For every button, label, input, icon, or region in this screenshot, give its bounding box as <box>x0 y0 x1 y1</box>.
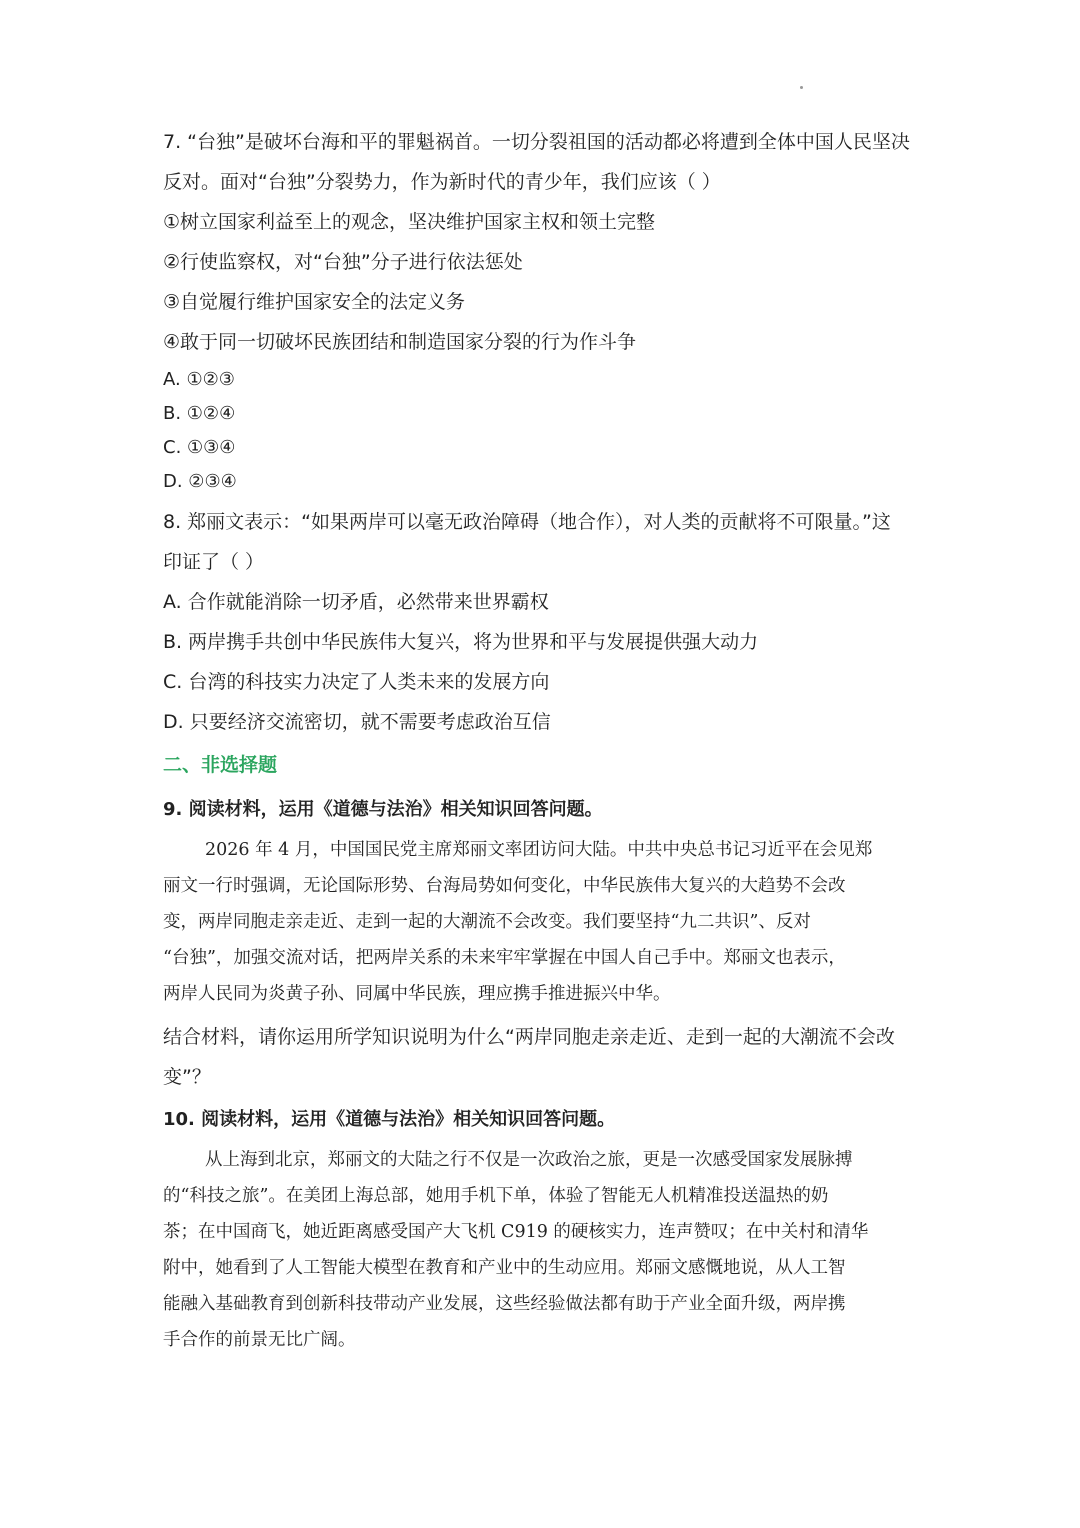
q9-material-line3: 变，两岸同胞走亲走近、走到一起的大潮流不会改变。我们要坚持“九二共识”、反对 <box>163 912 811 932</box>
q10-material-line3: 茶；在中国商飞，她近距离感受国产大飞机 C919 的硬核实力，连声赞叹；在中关村和清华 <box>163 1222 869 1242</box>
q9-material-line2: 丽文一行时强调，无论国际形势、台海局势如何变化，中华民族伟大复兴的大趋势不会改 <box>163 876 846 896</box>
q9-material-line4: “台独”，加强交流对话，把两岸关系的未来牢牢掌握在中国人自己手中。郑丽文也表示， <box>163 948 846 968</box>
q10-material-line1: 从上海到北京，郑丽文的大陆之行不仅是一次政治之旅，更是一次感受国家发展脉搏 <box>205 1150 853 1170</box>
question-8 <box>163 502 923 742</box>
scan-dot <box>800 86 803 89</box>
q10-head: 10. 阅读材料，运用《道德与法治》相关知识回答问题。 <box>163 1109 616 1130</box>
q9-question <box>163 1017 923 1097</box>
q7-option-a: A. ①②③ <box>163 369 235 390</box>
question-7 <box>163 122 923 362</box>
q7-stem-line1: 7. “台独”是破坏台海和平的罪魁祸首。一切分裂祖国的活动都必将遭到全体中国人民坚决 <box>163 131 910 153</box>
q8-option-c: C. 台湾的科技实力决定了人类未来的发展方向 <box>163 671 550 693</box>
q10-material-line4: 附中，她看到了人工智能大模型在教育和产业中的生动应用。郑丽文感慨地说，从人工智 <box>163 1258 846 1278</box>
q7-statement-2: ②行使监察权，对“台独”分子进行依法惩处 <box>163 251 523 273</box>
q7-option-b: B. ①②④ <box>163 403 236 424</box>
q10-material-line5: 能融入基础教育到创新科技带动产业发展，这些经验做法都有助于产业全面升级，两岸携 <box>163 1294 846 1314</box>
q8-stem-line1: 8. 郑丽文表示：“如果两岸可以毫无政治障碍（地合作），对人类的贡献将不可限量。”这 <box>163 511 891 533</box>
q9-material-line5: 两岸人民同为炎黄子孙、同属中华民族，理应携手推进振兴中华。 <box>163 984 671 1004</box>
q7-statement-4: ④敢于同一切破坏民族团结和制造国家分裂的行为作斗争 <box>163 331 637 353</box>
q10-material-line2: 的“科技之旅”。在美团上海总部，她用手机下单，体验了智能无人机精准投送温热的奶 <box>163 1186 829 1206</box>
q9-question-line1: 结合材料，请你运用所学知识说明为什么“两岸同胞走亲走近、走到一起的大潮流不会改 <box>163 1026 895 1048</box>
q7-statement-3: ③自觉履行维护国家安全的法定义务 <box>163 291 466 313</box>
q7-statement-1: ①树立国家利益至上的观念，坚决维护国家主权和领土完整 <box>163 211 656 233</box>
q7-option-c: C. ①③④ <box>163 437 236 458</box>
question-9 <box>163 790 923 830</box>
q8-option-a: A. 合作就能消除一切矛盾，必然带来世界霸权 <box>163 591 549 613</box>
q8-option-b: B. 两岸携手共创中华民族伟大复兴，将为世界和平与发展提供强大动力 <box>163 631 759 653</box>
q10-material-line6: 手合作的前景无比广阔。 <box>163 1330 356 1350</box>
q8-stem-line2: 印证了（ ） <box>163 551 265 573</box>
section-heading: 二、非选择题 <box>163 754 278 776</box>
q8-option-d: D. 只要经济交流密切，就不需要考虑政治互信 <box>163 711 551 733</box>
question-10 <box>163 1100 923 1140</box>
q10-material <box>163 1142 923 1358</box>
q9-material <box>163 832 923 1012</box>
q9-head: 9. 阅读材料，运用《道德与法治》相关知识回答问题。 <box>163 799 603 820</box>
q9-material-line1: 2026 年 4 月，中国国民党主席郑丽文率团访问大陆。中共中央总书记习近平在会见郑 <box>205 840 873 860</box>
q9-question-line2: 变”？ <box>163 1066 211 1088</box>
q7-option-d: D. ②③④ <box>163 471 237 492</box>
q7-stem-line2: 反对。面对“台独”分裂势力，作为新时代的青少年，我们应该（ ） <box>163 171 721 193</box>
q7-options <box>163 363 923 499</box>
